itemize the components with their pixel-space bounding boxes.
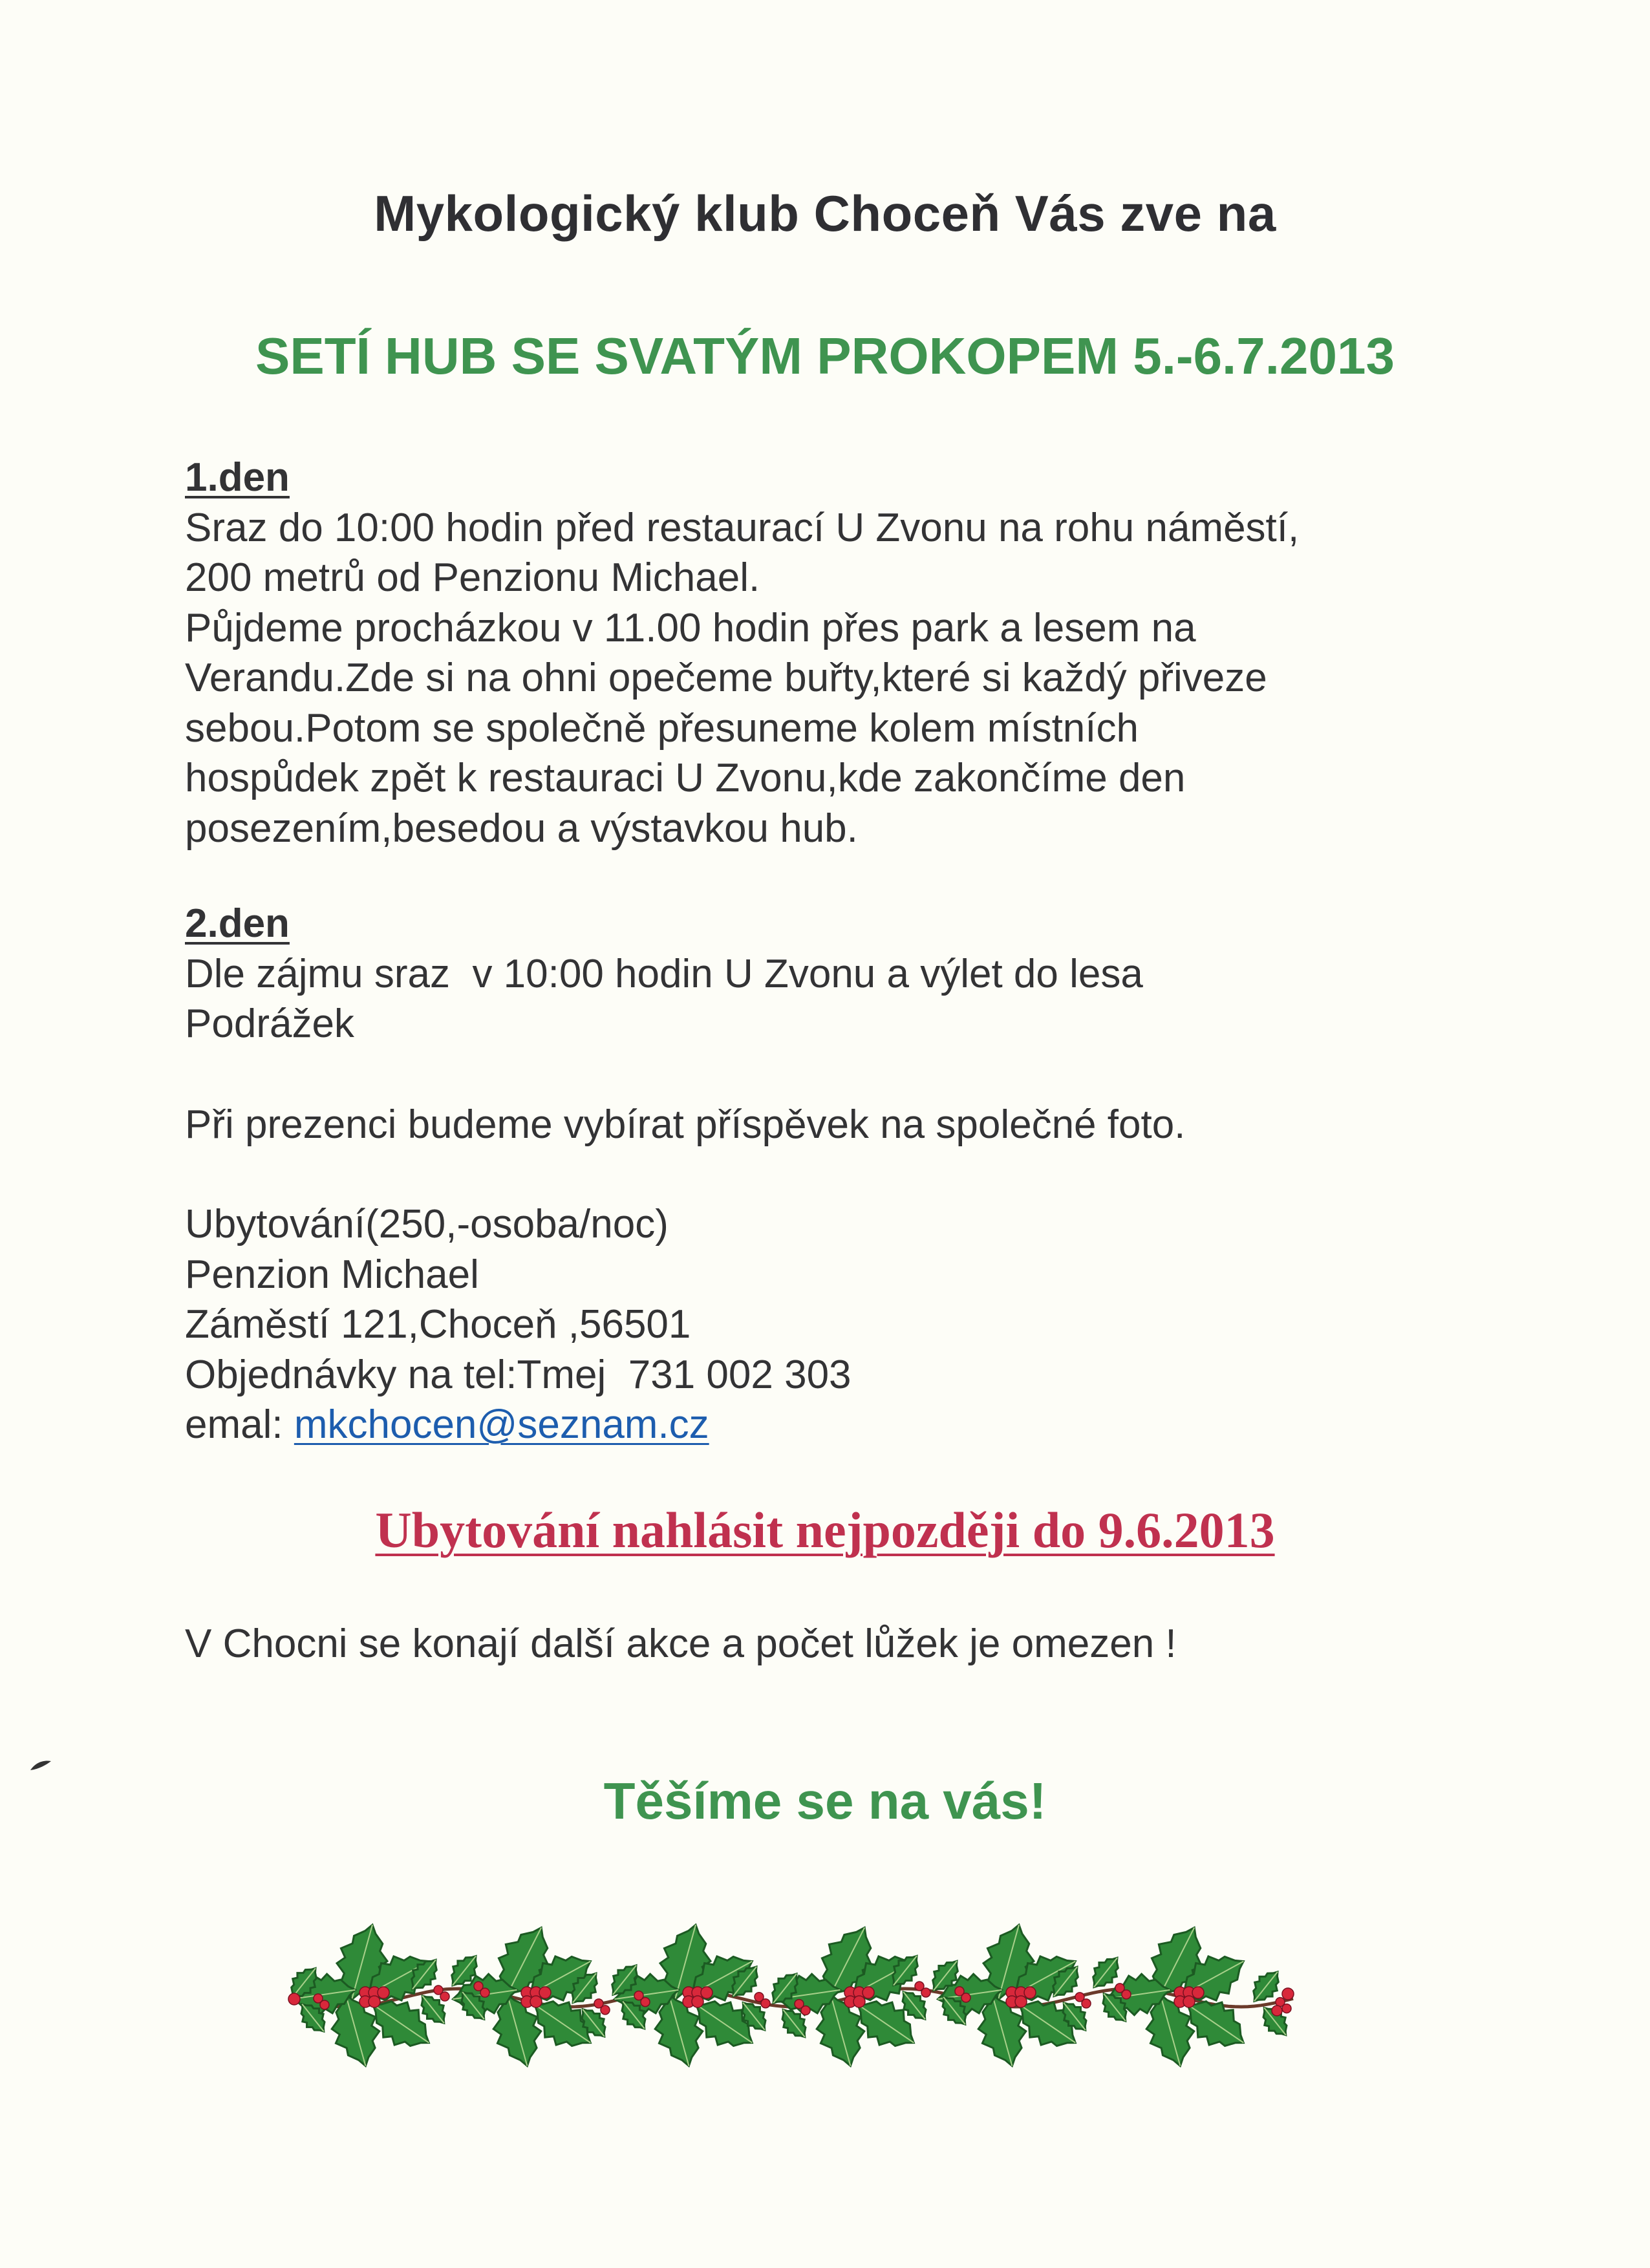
holly-berry — [369, 1987, 380, 1998]
holly-leaf — [1053, 1967, 1078, 1996]
holly-leaf — [1188, 2002, 1244, 2046]
holly-leaf-vein — [998, 1925, 1019, 2000]
holly-leaf-vein — [743, 2003, 765, 2030]
holly-berry — [530, 1996, 542, 2007]
holly-berry — [1272, 2006, 1282, 2016]
day1-line: Sraz do 10:00 hodin před restaurací U Zvonu na rohu náměstí, — [185, 505, 1300, 550]
intro-heading: Mykologický klub Choceň Vás zve na — [374, 185, 1276, 242]
holly-berry — [1192, 1987, 1204, 1998]
holly-leaf-vein — [1064, 2003, 1086, 2030]
holly-leaf — [462, 1992, 485, 2019]
holly-berry — [480, 1988, 489, 1997]
holly-berry — [634, 1991, 643, 2000]
holly-leaf-vein — [535, 2004, 591, 2042]
holly-leaf-vein — [462, 1992, 484, 2019]
holly-leaf — [893, 1956, 918, 1985]
holly-leaf-vein — [1106, 1990, 1170, 1999]
holly-leaf-vein — [777, 1990, 841, 1999]
holly-leaf — [612, 1965, 638, 1995]
holly-leaf-vein — [506, 1928, 541, 1997]
holly-berry — [844, 1996, 856, 2007]
holly-leaf — [1152, 1928, 1201, 1997]
holly-leaf — [655, 1995, 703, 2066]
holly-berry — [314, 1994, 323, 2003]
holly-leaf-vein — [1054, 1967, 1077, 1996]
holly-berry — [1006, 1996, 1018, 2007]
day1-line: Verandu.Zde si na ohni opečeme buřty,které si každý přiveze — [185, 656, 1267, 700]
holly-leaf — [412, 1960, 437, 1989]
holly-berry — [1115, 1984, 1124, 1993]
lodging-email-row — [185, 1400, 1478, 1450]
holly-leaf — [858, 2002, 914, 2046]
holly-berry — [1282, 2004, 1291, 2013]
holly-leaf-vein — [1264, 2007, 1286, 2035]
holly-berry — [369, 1996, 380, 2007]
holly-berry — [692, 1987, 703, 1998]
day1-line: sebou.Potom se společně přesuneme kolem místních — [185, 705, 1139, 751]
holly-leaf-vein — [292, 1968, 316, 1997]
holly-berry — [521, 1996, 533, 2007]
holly-berry — [683, 1987, 694, 1998]
holly-leaf — [622, 2002, 645, 2029]
holly-leaf — [1146, 1995, 1194, 2066]
day2-section — [185, 899, 1478, 1049]
limited-beds-notice: V Chocni se konají další akce a počet lůžek je omezen ! — [185, 1621, 1177, 1666]
holly-leaf — [1063, 2003, 1086, 2030]
holly-berry — [1015, 1987, 1027, 1998]
holly-leaf-vein — [573, 1973, 596, 2002]
holly-leaf-vein — [412, 1960, 436, 1989]
holly-leaf-vein — [894, 1956, 917, 1985]
holly-berry — [1122, 1990, 1131, 1999]
holly-berry — [1024, 1987, 1036, 1998]
lodging-name: Penzion Michael — [185, 1252, 479, 1297]
holly-leaf — [817, 1995, 864, 2066]
day1-line: Půjdeme procházkou v 11.00 hodin přes park a lesem na — [185, 605, 1196, 650]
holly-leaf-vein — [528, 1962, 591, 1996]
holly-leaf — [535, 2002, 591, 2046]
holly-leaf — [733, 1967, 758, 1996]
holly-leaf-vein — [903, 1992, 925, 2019]
holly-leaf — [367, 1956, 429, 2000]
holly-leaf-vein — [1181, 1962, 1244, 1996]
holly-berry — [755, 1993, 764, 2002]
holly-leaf — [777, 1974, 841, 2015]
holly-leaf — [337, 1925, 387, 2000]
holly-leaf — [1181, 1956, 1244, 2000]
lodging-section — [185, 1199, 1478, 1450]
holly-leaf-vein — [583, 2009, 605, 2037]
holly-berry — [440, 1992, 449, 2001]
holly-leaf-vein — [696, 2004, 753, 2042]
holly-berry — [521, 1987, 533, 1998]
holly-berry — [1276, 1998, 1285, 2007]
holly-leaf — [852, 1956, 914, 2000]
holly-leaf-vein — [669, 1995, 689, 2066]
holly-leaf-vein — [352, 1925, 372, 2000]
holly-berry — [641, 1998, 650, 2007]
holly-leaf — [615, 1974, 679, 2015]
holly-leaf-vein — [613, 1965, 636, 1995]
holly-berry — [434, 1985, 443, 1995]
holly-berry — [1075, 1993, 1084, 2002]
holly-leaf-vein — [858, 2004, 914, 2042]
holly-berry — [1082, 1999, 1091, 2008]
holly-berry — [921, 1988, 930, 1997]
holly-berry — [961, 1993, 970, 2002]
holly-leaf-vein — [508, 1995, 528, 2066]
holly-leaf — [452, 1956, 477, 1985]
holly-berry — [530, 1987, 542, 1998]
holly-berry — [474, 1982, 483, 1991]
holly-berry — [801, 2006, 810, 2015]
holly-leaf — [498, 1928, 548, 1997]
email-link[interactable]: mkchocen@seznam.cz — [294, 1402, 709, 1447]
email-label: emal: — [185, 1402, 294, 1447]
lodging-phone: Objednávky na tel:Tmej 731 002 303 — [185, 1352, 852, 1397]
holly-berry — [761, 1999, 770, 2008]
contribution-note: Při prezenci budeme vybírat příspěvek na společné foto. — [185, 1102, 1186, 1147]
holly-leaf — [983, 1925, 1034, 2000]
holly-leaf — [1013, 1956, 1076, 2000]
holly-leaf — [572, 1973, 597, 2002]
holly-leaf — [822, 1928, 872, 1997]
holly-berry — [378, 1987, 389, 1998]
day1-line: posezením,besedou a výstavkou hub. — [185, 806, 858, 851]
holly-leaf-vein — [292, 1990, 356, 1999]
scan-speck-icon — [29, 1759, 52, 1773]
deadline-notice: Ubytování nahlásit nejpozději do 9.6.2013 — [375, 1502, 1275, 1558]
holly-leaf — [660, 1925, 711, 2000]
holly-leaf-vein — [453, 1956, 476, 1985]
holly-leaf — [943, 1997, 966, 2024]
day1-label: 1.den — [185, 455, 290, 500]
holly-leaf — [528, 1956, 591, 2000]
event-title: SETÍ HUB SE SVATÝM PROKOPEM 5.-6.7.2013 — [255, 327, 1395, 385]
holly-berry — [320, 2000, 329, 2009]
holly-berry — [539, 1987, 551, 1998]
holly-leaf — [978, 1995, 1026, 2066]
holly-leaf — [938, 1974, 1002, 2015]
holly-leaf-vein — [831, 1995, 851, 2066]
holly-berry — [692, 1996, 703, 2007]
holly-leaf-vein — [1254, 1972, 1278, 2001]
holly-leaf-vein — [422, 1996, 444, 2023]
holly-berry — [1015, 1996, 1027, 2007]
holly-leaf — [582, 2009, 605, 2037]
holly-leaf — [903, 1992, 926, 2019]
day2-label: 2.den — [185, 901, 290, 946]
holly-leaf — [493, 1995, 541, 2066]
holly-leaf-vein — [623, 2002, 645, 2029]
holly-leaf-vein — [773, 1974, 797, 2003]
holly-berry — [701, 1987, 712, 1998]
holly-leaf — [1106, 1974, 1170, 2015]
day1-section — [185, 453, 1478, 853]
holly-leaf-vein — [675, 1925, 696, 2000]
holly-berry — [359, 1996, 371, 2007]
holly-leaf-vein — [1013, 1962, 1076, 1996]
holly-leaf — [332, 1995, 380, 2066]
holly-berry — [915, 1982, 924, 1991]
holly-leaf-vein — [992, 1995, 1012, 2066]
holly-leaf — [373, 2002, 429, 2046]
holly-berry — [359, 1987, 371, 1998]
holly-leaf-vein — [830, 1928, 864, 1997]
holly-leaf — [933, 1961, 958, 1990]
holly-leaf — [773, 1974, 798, 2003]
holly-leaf-vein — [852, 1962, 914, 1996]
day2-line: Podrážek — [185, 1001, 354, 1046]
holly-leaf — [1263, 2007, 1287, 2035]
day1-line: hospůdek zpět k restauraci U Zvonu,kde zakončíme den — [185, 756, 1186, 800]
holly-berry — [844, 1987, 856, 1998]
holly-leaf-vein — [615, 1990, 679, 1999]
lodging-price: Ubytování(250,-osoba/noc) — [185, 1202, 669, 1246]
holly-leaf — [1093, 1958, 1119, 1987]
holly-leaf-vein — [373, 2004, 429, 2042]
holly-leaf — [1254, 1972, 1279, 2001]
holly-berry — [1174, 1996, 1186, 2007]
holly-vine — [291, 1989, 1293, 2007]
holly-leaf-vein — [453, 1990, 517, 1999]
lodging-address: Záměstí 121,Choceň ,56501 — [185, 1302, 691, 1347]
holly-leaf-vein — [302, 2004, 324, 2031]
holly-leaf-vein — [943, 1997, 965, 2024]
day1-line: 200 metrů od Penzionu Michael. — [185, 555, 760, 600]
holly-leaf — [782, 2009, 806, 2037]
holly-berry — [1183, 1996, 1195, 2007]
holly-leaf-vein — [1094, 1958, 1117, 1987]
holly-berry — [853, 1996, 865, 2007]
holly-leaf-vein — [1104, 1994, 1126, 2021]
holly-leaf-vein — [938, 1990, 1002, 1999]
holly-leaf-vein — [690, 1962, 753, 1996]
holly-leaf-vein — [1020, 2004, 1076, 2042]
holly-leaf — [453, 1974, 517, 2015]
day2-line: Dle zájmu sraz v 10:00 hodin U Zvonu a výlet do lesa — [185, 951, 1143, 996]
holly-leaf — [742, 2003, 766, 2030]
holly-berry — [683, 1996, 694, 2007]
closing-line: Těšíme se na vás! — [603, 1772, 1047, 1830]
holly-leaf — [292, 1974, 356, 2015]
holly-leaf — [422, 1996, 445, 2023]
holly-leaf — [1103, 1994, 1126, 2021]
holly-berry — [1282, 1988, 1294, 2000]
holly-leaf — [301, 2004, 325, 2031]
holly-berry — [955, 1987, 964, 1996]
holly-berry — [1006, 1987, 1018, 1998]
holly-berry — [601, 2006, 610, 2015]
holly-berry — [862, 1987, 874, 1998]
holly-leaf-vein — [1188, 2004, 1244, 2042]
holly-leaf-vein — [367, 1962, 429, 1996]
holly-leaf-vein — [1161, 1995, 1181, 2066]
holly-berry — [853, 1987, 865, 1998]
holly-berry — [1183, 1987, 1195, 1998]
holly-leaf — [696, 2002, 753, 2046]
holly-leaf-vein — [783, 2009, 805, 2037]
holly-leaf-vein — [733, 1967, 756, 1996]
holly-berry — [795, 2000, 804, 2009]
holly-berry — [1174, 1987, 1186, 1998]
holly-leaf-vein — [934, 1961, 957, 1990]
holly-leaf-vein — [346, 1995, 366, 2066]
holly-leaf — [1020, 2002, 1076, 2046]
holly-leaf — [690, 1956, 753, 2000]
holly-leaf-vein — [1159, 1928, 1194, 1997]
holly-berry — [288, 1993, 300, 2005]
holly-leaf — [292, 1968, 317, 1997]
holly-berry — [594, 1999, 603, 2008]
